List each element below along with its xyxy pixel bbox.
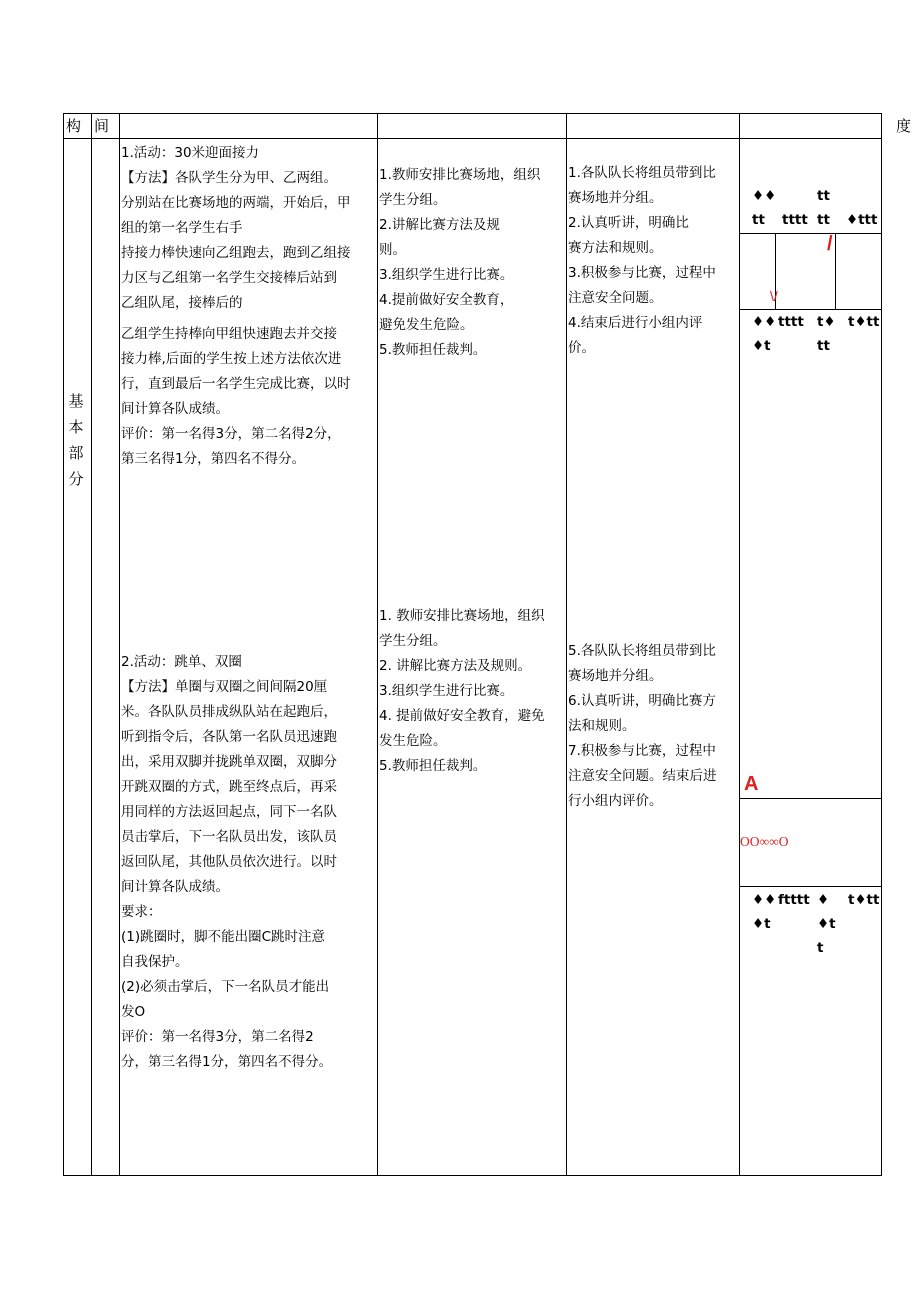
- section-label-char: 本: [68, 418, 84, 436]
- teacher1-content: [379, 163, 565, 363]
- activity1-content: [121, 141, 377, 472]
- diagram1-mark: ♦♦: [752, 314, 777, 330]
- activity2-line: (2)必须击掌后，下一名队员才能出: [121, 979, 330, 995]
- teacher1-line: 1.教师安排比赛场地，组织: [379, 167, 541, 183]
- activity1-line: 【方法】各队学生分为甲、乙两组。: [121, 170, 337, 186]
- section-label-char: 部: [68, 444, 84, 462]
- header-col-last: 度: [896, 117, 912, 135]
- student2-line: 注意安全问题。结束后进: [568, 768, 717, 784]
- teacher2-line: 1. 教师安排比赛场地，组织: [379, 608, 545, 624]
- teacher1-line: 避免发生危险。: [379, 317, 474, 333]
- col-border-5: [739, 113, 740, 1176]
- section-label-char: 分: [68, 470, 84, 488]
- activity2-line: 分，第三名得1分，第四名不得分。: [121, 1054, 333, 1070]
- col-border-1: [91, 113, 92, 1176]
- activity2-line: 自我保护。: [121, 954, 189, 970]
- activity1-line: 评价：第一名得3分，第二名得2分，: [121, 426, 341, 442]
- student1-line: 1.各队队长将组员带到比: [568, 165, 716, 181]
- header-col1: 构: [66, 117, 82, 135]
- activity2-title: 2.活动：跳单、双圈: [121, 654, 242, 670]
- diagram2-line-b: [739, 886, 881, 887]
- student2-content: [568, 639, 738, 814]
- header-col2: 间: [94, 117, 110, 135]
- diagram1-arrow-right: /: [827, 233, 833, 255]
- activity2-line: 要求：: [121, 904, 162, 920]
- diagram2-mark: ♦t: [817, 916, 836, 932]
- student2-line: 行小组内评价。: [568, 793, 663, 809]
- student1-line: 3.积极参与比赛，过程中: [568, 265, 716, 281]
- diagram1-mark: tt: [817, 338, 830, 354]
- teacher1-line: 则。: [379, 242, 406, 258]
- teacher2-line: 学生分组。: [379, 633, 447, 649]
- diagram1-mark: tt: [817, 212, 830, 228]
- diagram1-mark: ♦t: [752, 338, 771, 354]
- student2-line: 6.认真听讲，明确比赛方: [568, 693, 716, 709]
- activity1-title: 1.活动：30米迎面接力: [121, 145, 260, 161]
- activity1-line: 行，直到最后一名学生完成比赛，以时: [121, 376, 351, 392]
- teacher1-line: 4.提前做好安全教育，: [379, 292, 514, 308]
- diagram1-mark: ♦ttt: [846, 212, 878, 228]
- activity2-line: 开跳双圈的方式，跳至终点后，再采: [121, 779, 337, 795]
- student2-line: 7.积极参与比赛，过程中: [568, 743, 716, 759]
- teacher2-line: 5.教师担任裁判。: [379, 758, 487, 774]
- activity1-line: 乙组队尾，接棒后的: [121, 295, 243, 311]
- activity2-line: 评价：第一名得3分，第二名得2: [121, 1029, 314, 1045]
- teacher2-content: [379, 604, 565, 779]
- activity2-line: 返回队尾，其他队员依次进行。以时: [121, 854, 337, 870]
- col-border-3: [377, 113, 378, 1176]
- activity2-content: [121, 650, 377, 1075]
- col-border-4: [566, 113, 567, 1176]
- student1-line: 价。: [568, 340, 595, 356]
- diagram1-divider-b: [835, 233, 836, 309]
- teacher1-line: 学生分组。: [379, 192, 447, 208]
- diagram1-mark: ♦♦: [752, 188, 777, 204]
- activity2-line: 发O: [121, 1004, 146, 1020]
- header-bottom-border: [63, 138, 881, 139]
- student1-content: [568, 161, 738, 361]
- diagram2-mark: ♦t: [752, 916, 771, 932]
- student1-line: 4.结束后进行小组内评: [568, 315, 703, 331]
- activity1-line: 第三名得1分，第四名不得分。: [121, 451, 306, 467]
- diagram2-mark-a: A: [744, 773, 759, 795]
- teacher2-line: 3.组织学生进行比赛。: [379, 683, 514, 699]
- activity1-line: 乙组学生持棒向甲组快速跑去并交接: [121, 326, 337, 342]
- table-top-border: [63, 113, 881, 114]
- activity1-line: 力区与乙组第一名学生交接棒后站到: [121, 270, 337, 286]
- activity2-line: 用同样的方法返回起点，同下一名队: [121, 804, 337, 820]
- diagram2-mark: ♦: [817, 892, 830, 908]
- student1-line: 赛场地并分组。: [568, 190, 663, 206]
- col-border-6: [881, 113, 882, 1176]
- diagram1-mark: t♦: [817, 314, 836, 330]
- activity2-line: 员击掌后，下一名队员出发，该队员: [121, 829, 337, 845]
- diagram1-arrow-down: \/: [770, 288, 778, 304]
- col-border-2: [119, 113, 120, 1176]
- student1-line: 2.认真听讲，明确比: [568, 215, 689, 231]
- diagram2-line-a: [739, 798, 881, 799]
- activity1-line: 持接力棒快速向乙组跑去，跑到乙组接: [121, 245, 351, 261]
- teacher1-line: 2.讲解比赛方法及规: [379, 217, 500, 233]
- section-label-char: 基: [68, 392, 84, 410]
- activity2-line: 【方法】单圈与双圈之间间隔20厘: [121, 679, 328, 695]
- diagram1-mark: tttt: [778, 314, 804, 330]
- diagram1-line-b: [739, 309, 881, 310]
- diagram2-mark: t: [817, 940, 824, 956]
- table-bottom-border: [63, 1175, 881, 1176]
- diagram1-mark: tt: [817, 188, 830, 204]
- activity2-line: 间计算各队成绩。: [121, 879, 229, 895]
- activity2-line: 出，采用双脚并拢跳单双圈，双脚分: [121, 754, 337, 770]
- diagram1-mark: tt: [752, 212, 765, 228]
- activity1-line: 组的第一名学生右手: [121, 220, 243, 236]
- activity2-line: 听到指令后，各队第一名队员迅速跑: [121, 729, 337, 745]
- teacher2-line: 4. 提前做好安全教育，避免: [379, 708, 545, 724]
- teacher1-line: 3.组织学生进行比赛。: [379, 267, 514, 283]
- student2-line: 赛场地并分组。: [568, 668, 663, 684]
- student2-line: 5.各队队长将组员带到比: [568, 643, 716, 659]
- activity2-line: (1)跳圈时，脚不能出圈C跳时注意: [121, 929, 326, 945]
- student1-line: 注意安全问题。: [568, 290, 663, 306]
- diagram1-line-a: [739, 233, 881, 234]
- col-border-0: [63, 113, 64, 1176]
- activity2-line: 米。各队队员排成纵队站在起跑后，: [121, 704, 337, 720]
- section-label: [66, 388, 86, 492]
- diagram2-circles: OO∞∞O: [740, 834, 789, 849]
- diagram2-mark: ftttt: [778, 892, 810, 908]
- activity1-line: 分别站在比赛场地的两端，开始后，甲: [121, 195, 351, 211]
- diagram2-mark: ♦♦: [752, 892, 777, 908]
- teacher1-line: 5.教师担任裁判。: [379, 342, 487, 358]
- student2-line: 法和规则。: [568, 718, 636, 734]
- teacher2-line: 2. 讲解比赛方法及规则。: [379, 658, 532, 674]
- student1-line: 赛方法和规则。: [568, 240, 663, 256]
- diagram1-mark: tttt: [782, 212, 808, 228]
- diagram1-mark: t♦tt: [848, 314, 880, 330]
- activity1-line: 接力棒,后面的学生按上述方法依次进: [121, 351, 342, 367]
- activity1-line: 间计算各队成绩。: [121, 401, 229, 417]
- teacher2-line: 发生危险。: [379, 733, 447, 749]
- diagram2-mark: t♦tt: [848, 892, 880, 908]
